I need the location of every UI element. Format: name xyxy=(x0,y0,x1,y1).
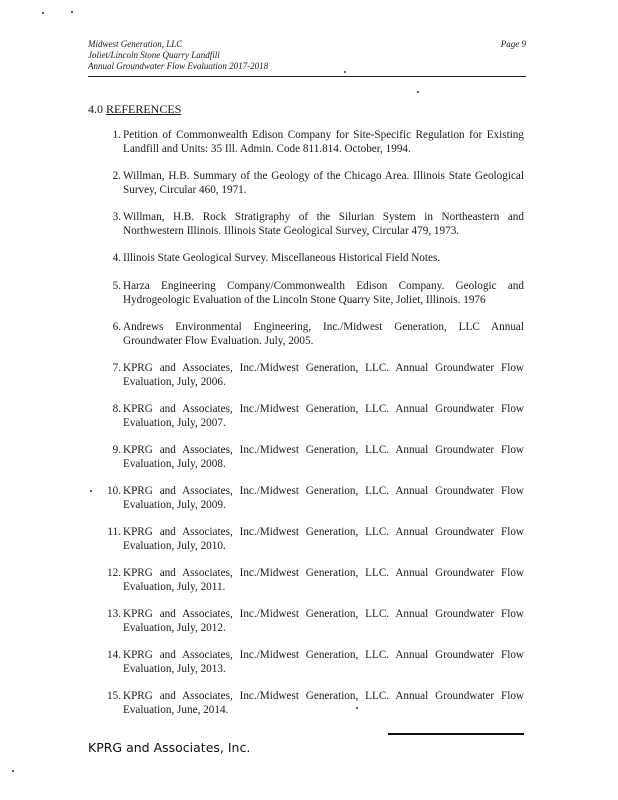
reference-text: KPRG and Associates, Inc./Midwest Generation, LLC. Annual Groundwater Flow Evaluation, July, 2009. xyxy=(123,485,524,511)
header-report-title: Annual Groundwater Flow Evaluation 2017-2018 xyxy=(88,61,269,71)
reference-number: 9. xyxy=(112,444,121,456)
reference-text: Illinois State Geological Survey. Miscellaneous Historical Field Notes. xyxy=(123,252,441,264)
reference-text: Petition of Commonwealth Edison Company for Site-Specific Regulation for Existing Landfill and Units: 35 Ill. Admin. Code 811.814. October, 1994. xyxy=(123,129,524,155)
reference-text: KPRG and Associates, Inc./Midwest Generation, LLC. Annual Groundwater Flow Evaluation, July, 2013. xyxy=(123,649,524,675)
reference-item xyxy=(88,128,524,156)
reference-number: 4. xyxy=(112,252,121,264)
reference-text: KPRG and Associates, Inc./Midwest Generation, LLC. Annual Groundwater Flow Evaluation, July, 2008. xyxy=(123,444,524,470)
reference-item xyxy=(88,443,524,471)
reference-number: 15. xyxy=(107,690,121,702)
reference-item xyxy=(88,566,524,594)
section-title: REFERENCES xyxy=(106,102,182,116)
reference-text: Andrews Environmental Engineering, Inc./Midwest Generation, LLC Annual Groundwater Flow Evaluation. July, 2005. xyxy=(123,321,524,347)
scan-speck xyxy=(71,11,73,13)
reference-text: Willman, H.B. Rock Stratigraphy of the Silurian System in Northeastern and Northwestern Illinois. Illinois State Geological Survey, Circular 479, 1973. xyxy=(123,211,524,237)
page-header xyxy=(88,39,526,72)
footer-company: KPRG and Associates, Inc. xyxy=(88,740,251,755)
scan-speck xyxy=(344,71,346,73)
header-site: Joliet/Lincoln Stone Quarry Landfill xyxy=(88,50,220,60)
scan-speck xyxy=(356,707,358,709)
reference-text: KPRG and Associates, Inc./Midwest Generation, LLC. Annual Groundwater Flow Evaluation, July, 2012. xyxy=(123,608,524,634)
header-divider xyxy=(88,76,526,77)
page-number: Page 9 xyxy=(500,39,526,49)
reference-item xyxy=(88,607,524,635)
reference-item xyxy=(88,169,524,197)
scan-speck xyxy=(417,91,419,93)
reference-text: KPRG and Associates, Inc./Midwest Generation, LLC. Annual Groundwater Flow Evaluation, June, 2014. xyxy=(123,690,524,716)
reference-number: 11. xyxy=(107,526,121,538)
reference-text: KPRG and Associates, Inc./Midwest Generation, LLC. Annual Groundwater Flow Evaluation, July, 2011. xyxy=(123,567,524,593)
reference-text: KPRG and Associates, Inc./Midwest Generation, LLC. Annual Groundwater Flow Evaluation, July, 2010. xyxy=(123,526,524,552)
reference-text: Willman, H.B. Summary of the Geology of the Chicago Area. Illinois State Geological Survey, Circular 460, 1971. xyxy=(123,170,524,196)
reference-text: KPRG and Associates, Inc./Midwest Generation, LLC. Annual Groundwater Flow Evaluation, July, 2007. xyxy=(123,403,524,429)
scan-speck xyxy=(90,490,92,492)
reference-number: 12. xyxy=(107,567,121,579)
reference-item xyxy=(88,484,524,512)
section-heading xyxy=(88,102,181,117)
header-company: Midwest Generation, LLC xyxy=(88,39,183,49)
reference-item xyxy=(88,210,524,238)
reference-number: 13. xyxy=(107,608,121,620)
reference-number: 10. xyxy=(107,485,121,497)
section-number: 4.0 xyxy=(88,102,103,116)
reference-item xyxy=(88,525,524,553)
reference-number: 8. xyxy=(112,403,121,415)
footer-divider xyxy=(388,733,524,735)
reference-number: 6. xyxy=(112,321,121,333)
reference-text: KPRG and Associates, Inc./Midwest Generation, LLC. Annual Groundwater Flow Evaluation, July, 2006. xyxy=(123,362,524,388)
reference-item xyxy=(88,251,524,265)
reference-number: 2. xyxy=(112,170,121,182)
scan-speck xyxy=(42,12,44,14)
reference-number: 14. xyxy=(107,649,121,661)
reference-item xyxy=(88,402,524,430)
scan-speck xyxy=(12,770,14,772)
reference-number: 1. xyxy=(112,129,121,141)
reference-number: 3. xyxy=(112,211,121,223)
reference-number: 7. xyxy=(112,362,121,374)
reference-item xyxy=(88,689,524,717)
reference-text: Harza Engineering Company/Commonwealth Edison Company. Geologic and Hydrogeologic Evaluation of the Lincoln Stone Quarry Site, Joliet, Illinois. 1976 xyxy=(123,280,524,306)
reference-item xyxy=(88,320,524,348)
reference-item xyxy=(88,361,524,389)
reference-item xyxy=(88,279,524,307)
reference-item xyxy=(88,648,524,676)
reference-number: 5. xyxy=(112,280,121,292)
